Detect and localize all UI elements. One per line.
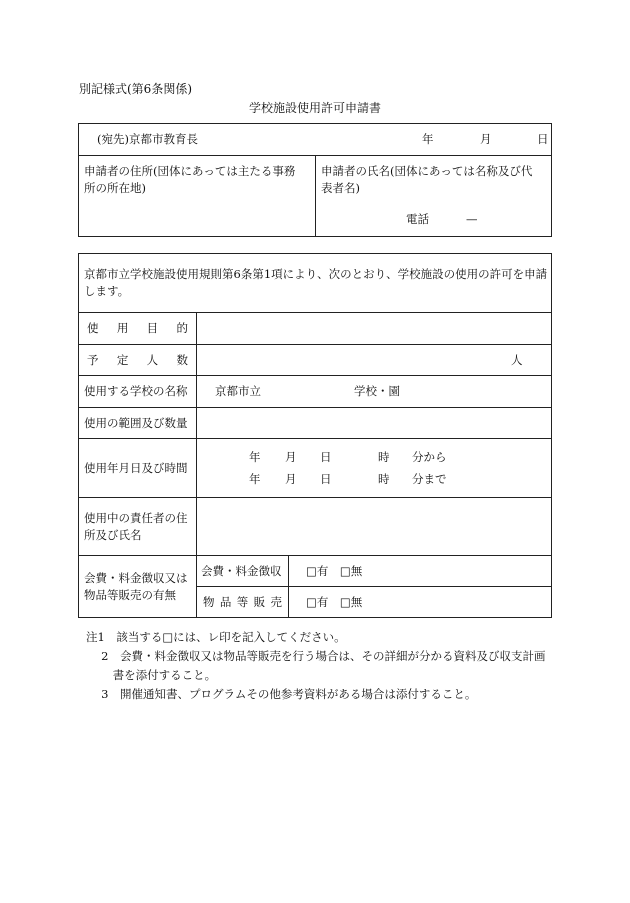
count-char: 人 [146,353,159,367]
intro-line2: します。 [84,284,130,298]
goods-char: 物 [203,595,215,609]
addressee-row [79,124,552,156]
datetime-field[interactable] [197,439,552,498]
date-day-label: 日 [537,132,549,146]
fee-yes-no[interactable]: □有 □無 [306,564,363,578]
notes [86,628,545,704]
goods-char: 販 [253,595,266,609]
phone-dash: — [466,212,478,226]
purpose-label [79,313,197,345]
applicant-name-field[interactable] [316,156,552,237]
note-2-cont: 書を添付すること。 [86,668,217,682]
goods-checkbox-cell[interactable] [289,587,552,618]
count-char: 数 [176,353,188,367]
school-name-field[interactable] [197,376,552,408]
note-3: 3 開催通知書、プログラムその他参考資料がある場合は添付すること。 [86,687,477,701]
name-label-line1: 申請者の氏名(団体にあっては名称及び代 [321,164,533,178]
goods-char: 等 [236,595,249,609]
phone-label: 電話 [406,212,429,226]
applicant-address-field[interactable] [79,156,316,237]
school-name-label-text: 使用する学校の名称 [84,384,188,398]
from-month: 月 [285,450,297,464]
fee-label [197,556,289,587]
responsible-label [79,498,197,556]
scope-label [79,408,197,439]
to-month: 月 [285,472,297,486]
intro-row [79,254,552,313]
goods-label [197,587,289,618]
purpose-char: 目 [146,321,159,335]
responsible-field[interactable] [197,498,552,556]
from-day: 日 [320,450,332,464]
form-title: 学校施設使用許可申請書 [248,101,381,115]
goods-yes-no[interactable]: □有 □無 [306,595,363,609]
to-day: 日 [320,472,332,486]
purpose-char: 使 [87,321,99,335]
usage-table [78,253,552,618]
fee-group-label [79,556,197,618]
count-char: 予 [87,353,99,367]
responsible-label-line1: 使用中の責任者の住 [84,511,188,525]
note-1: 注1 該当する□には、レ印を記入してください。 [86,630,346,644]
address-label-line2: 所の所在地) [84,181,146,195]
datetime-label [79,439,197,498]
from-hour: 時 [378,450,390,464]
fee-group-line2: 物品等販売の有無 [84,588,176,602]
fee-group-line1: 会費・料金徴収又は [84,571,188,585]
goods-char: 売 [270,595,282,609]
to-hour: 時 [378,472,390,486]
date-month-label: 月 [480,132,492,146]
from-minute: 分から [412,450,447,464]
goods-char: 品 [219,595,232,609]
count-char: 定 [116,353,129,367]
school-prefix: 京都市立 [215,384,261,398]
to-minute: 分まで [412,472,447,486]
count-unit: 人 [511,353,523,367]
purpose-field[interactable] [197,313,552,345]
date-year-label: 年 [422,132,434,146]
address-label-line1: 申請者の住所(団体にあっては主たる事務 [84,164,296,178]
purpose-char: 的 [176,321,188,335]
from-year: 年 [249,450,261,464]
planned-count-label [79,345,197,376]
intro-line1: 京都市立学校施設使用規則第6条第1項により、次のとおり、学校施設の使用の許可を申請 [84,267,548,281]
form-reference: 別記様式(第6条関係) [79,82,192,96]
to-year: 年 [249,472,261,486]
school-name-label [79,376,197,408]
name-label-line2: 表者名) [321,181,360,195]
scope-field[interactable] [197,408,552,439]
scope-label-text: 使用の範囲及び数量 [84,416,188,430]
fee-label-text: 会費・料金徴収 [201,564,282,578]
purpose-char: 用 [116,321,129,335]
school-suffix: 学校・園 [354,384,400,398]
responsible-label-line2: 所及び氏名 [84,528,142,542]
addressee: (宛先)京都市教育長 [97,132,198,146]
note-2: 2 会費・料金徴収又は物品等販売を行う場合は、その詳細が分かる資料及び収支計画 [86,649,546,663]
planned-count-field[interactable] [197,345,552,376]
datetime-label-text: 使用年月日及び時間 [84,461,188,475]
applicant-table [78,123,552,237]
fee-checkbox-cell[interactable] [289,556,552,587]
